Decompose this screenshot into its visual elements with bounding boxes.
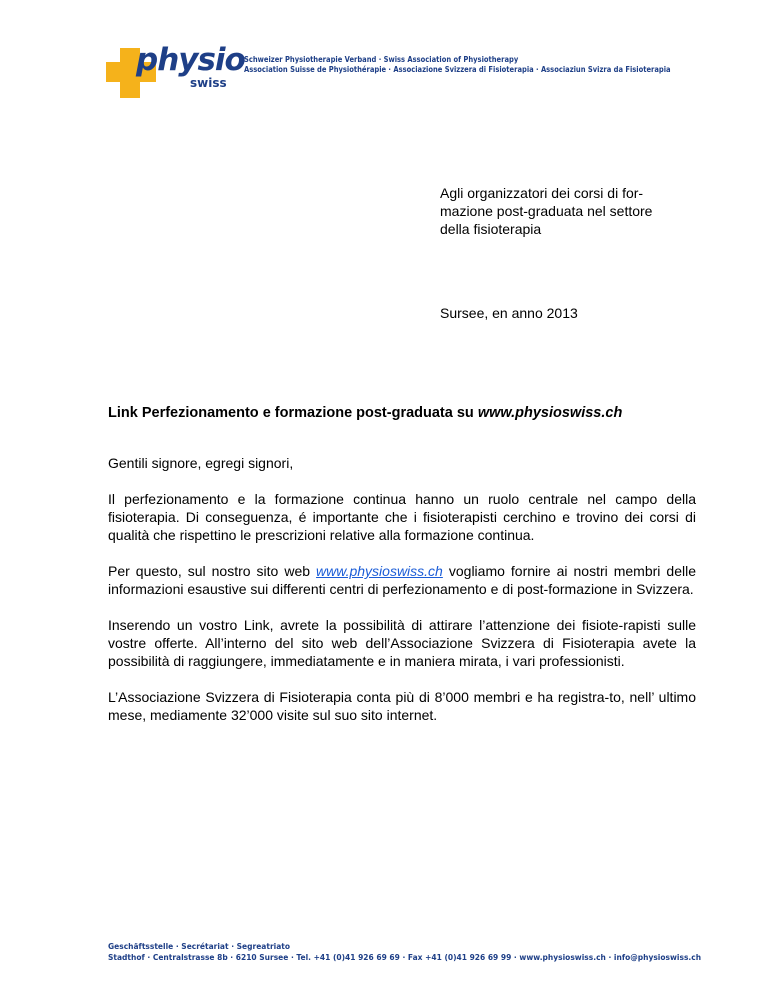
- salutation: Gentili signore, egregi signori,: [108, 455, 294, 471]
- org-line-1: Schweizer Physiotherapie Verband · Swiss Association of Physiotherapy: [244, 55, 519, 64]
- letter-body: [108, 454, 696, 742]
- date-line: Sursee, en anno 2013: [440, 305, 578, 321]
- paragraph-2-start: Per questo, sul nostro sito web: [108, 563, 317, 579]
- footer-line-1: Geschäftsstelle · Secrétariat · Segreatriato: [108, 942, 291, 951]
- addressee-line-1: Agli organizzatori dei corsi di for-: [440, 185, 644, 201]
- paragraph-1: Il perfezionamento e la formazione continua hanno un ruolo centrale nel campo della fisioterapia. Di conseguenza, é importante che i fisioterapisti cerchino e trovino dei corsi di qualità che rispettino le prescrizioni relative alla formazione continua.: [108, 491, 696, 543]
- addressee-block: [440, 184, 720, 238]
- logo-subtitle: swiss: [190, 76, 227, 90]
- footer-line-2: Stadthof · Centralstrasse 8b · 6210 Sursee · Tel. +41 (0)41 926 69 69 · Fax +41 (0)41 926 69 99 · www.physioswiss.ch · info@physioswiss.ch: [108, 953, 702, 962]
- paragraph-2-end: vogliamo fornire ai nostri membri delle informazioni esaustive sui differenti centri di perfezionamento e di post-formazione in Svizzera.: [108, 563, 696, 597]
- logo-wordmark: physio: [136, 42, 245, 78]
- physioswiss-link[interactable]: www.physioswiss.ch: [316, 563, 443, 579]
- organization-names: [244, 55, 764, 75]
- subject-site: www.physioswiss.ch: [477, 405, 623, 421]
- physioswiss-logo: [106, 42, 245, 100]
- org-line-2: Association Suisse de Physiothérapie · Associazione Svizzera di Fisioterapia · Associaziun Svizra da Fisioterapia: [244, 65, 671, 74]
- subject-line: [108, 405, 622, 421]
- subject-text: Link Perfezionamento e formazione post-graduata su: [108, 405, 478, 421]
- footer: [108, 941, 708, 963]
- addressee-line-3: della fisioterapia: [440, 221, 542, 237]
- paragraph-4: L’Associazione Svizzera di Fisioterapia conta più di 8’000 membri e ha registra-to, nell’ ultimo mese, mediamente 32’000 visite sul suo sito internet.: [108, 689, 696, 723]
- addressee-line-2: mazione post-graduata nel settore: [440, 203, 653, 219]
- paragraph-3: Inserendo un vostro Link, avrete la possibilità di attirare l’attenzione dei fisiote-rapisti sulle vostre offerte. All’interno del sito web dell’Associazione Svizzera di Fisioterapia avete la possibilità di raggiungere, immediatamente e in maniera mirata, i vari professionisti.: [108, 617, 696, 669]
- paragraph-2: [108, 562, 696, 598]
